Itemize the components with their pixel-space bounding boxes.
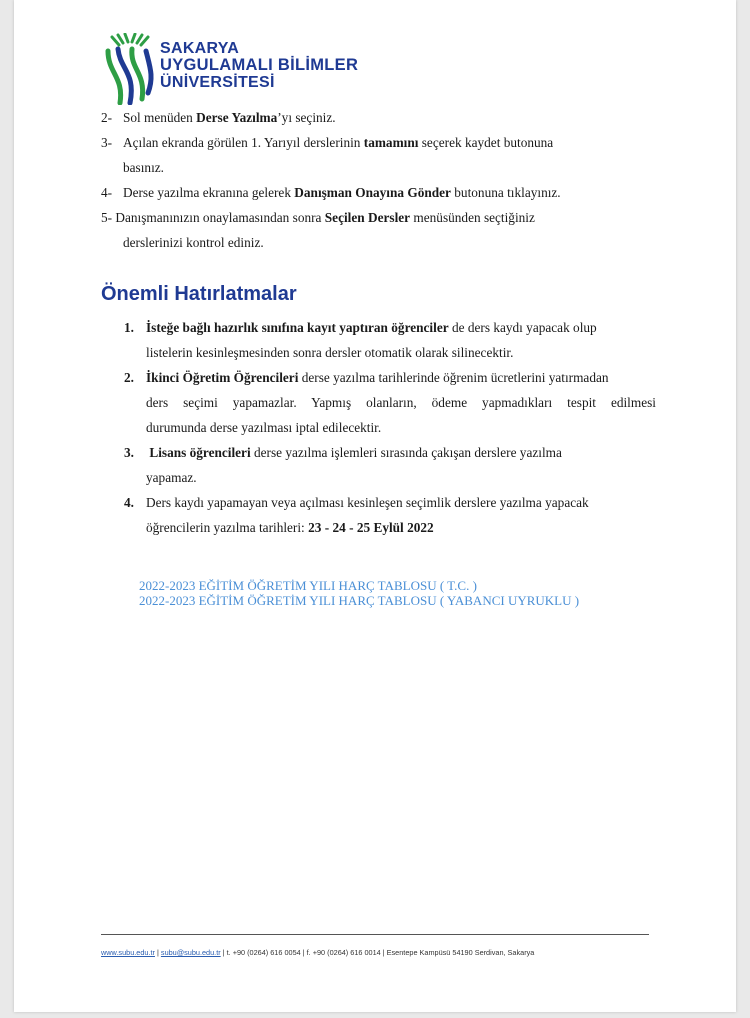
- reminder-text: ders seçimi yapamazlar. Yapmış olanların, ödeme yapmadıkları tespit edilmesi: [146, 395, 656, 410]
- step-text: Sol menüden: [123, 110, 197, 125]
- footer-separator: |: [156, 948, 159, 957]
- reminder-text: yapamaz.: [146, 470, 197, 485]
- footer-address: Esentepe Kampüsü 54190 Serdivan, Sakarya: [386, 948, 535, 957]
- step-text: Açılan ekranda görülen 1. Yarıyıl derslerinin: [123, 135, 364, 150]
- reminder-number: 4.: [124, 495, 134, 510]
- fee-table-link-tc[interactable]: 2022-2023 EĞİTİM ÖĞRETİM YILI HARÇ TABLOSU ( T.C. ): [139, 578, 477, 593]
- reminder-text: derse yazılma tarihlerinde öğrenim ücretlerini yatırmadan: [298, 370, 609, 385]
- step-emphasis: Derse Yazılma: [196, 110, 278, 125]
- footer-divider: [101, 934, 649, 935]
- section-heading: Önemli Hatırlatmalar: [101, 283, 297, 305]
- step-emphasis: Danışman Onayına Gönder: [294, 185, 451, 200]
- step-continuation: derslerinizi kontrol ediniz.: [123, 235, 264, 250]
- reminder-text: durumunda derse yazılması iptal edilecektir.: [146, 420, 382, 435]
- step-item: [101, 180, 661, 205]
- reminder-number: 1.: [124, 320, 134, 335]
- footer-phone: t. +90 (0264) 616 0054: [226, 948, 301, 957]
- fee-table-link-foreign[interactable]: 2022-2023 EĞİTİM ÖĞRETİM YILI HARÇ TABLOSU ( YABANCI UYRUKLU ): [139, 593, 580, 608]
- reminder-emphasis: İkinci Öğretim Öğrencileri: [146, 370, 299, 385]
- step-text: ’yı seçiniz.: [277, 110, 336, 125]
- reminder-item: [124, 440, 656, 490]
- reminder-text: öğrencilerin yazılma tarihleri:: [146, 520, 309, 535]
- reminder-text: listelerin kesinleşmesinden sonra dersler otomatik olarak silinecektir.: [146, 345, 514, 360]
- logo-line-2: UYGULAMALI BİLİMLER: [160, 56, 359, 74]
- footer-separator: |: [382, 948, 385, 957]
- step-text: Derse yazılma ekranına gelerek: [123, 185, 295, 200]
- university-logo: [102, 33, 372, 105]
- footer-email-link[interactable]: subu@subu.edu.tr: [160, 948, 221, 957]
- fee-table-links: [139, 578, 579, 608]
- footer-separator: |: [302, 948, 305, 957]
- step-number: 2-: [101, 110, 113, 125]
- step-text: menüsünden seçtiğiniz: [410, 210, 535, 225]
- step-item: [101, 205, 661, 255]
- university-emblem-icon: [102, 33, 158, 105]
- step-number: 5-: [101, 210, 113, 225]
- footer-fax: f. +90 (0264) 616 0014: [306, 948, 381, 957]
- step-number: 3-: [101, 135, 113, 150]
- step-text: seçerek kaydet butonuna: [418, 135, 554, 150]
- document-page: [14, 0, 736, 1012]
- logo-line-3: ÜNİVERSİTESİ: [160, 74, 275, 91]
- registration-dates: 23 - 24 - 25 Eylül 2022: [308, 520, 434, 535]
- step-emphasis: Seçilen Dersler: [324, 210, 411, 225]
- steps-list: [101, 105, 661, 255]
- step-item: [101, 130, 661, 180]
- footer-website-link[interactable]: www.subu.edu.tr: [101, 948, 155, 957]
- reminder-item: [124, 490, 656, 540]
- reminder-text: Ders kaydı yapamayan veya açılması kesinleşen seçimlik derslere yazılma yapacak: [146, 495, 589, 510]
- reminder-emphasis: Lisans öğrencileri: [149, 445, 251, 460]
- reminder-number: 3.: [124, 445, 134, 460]
- step-item: [101, 105, 661, 130]
- reminder-item: [124, 315, 656, 365]
- footer-separator: |: [222, 948, 225, 957]
- reminder-text: derse yazılma işlemleri sırasında çakışan derslere yazılma: [250, 445, 562, 460]
- step-text: butonuna tıklayınız.: [450, 185, 561, 200]
- step-emphasis: tamamını: [363, 135, 419, 150]
- reminder-emphasis: İsteğe bağlı hazırlık sınıfına kayıt yaptıran öğrenciler: [146, 320, 449, 335]
- step-continuation: basınız.: [123, 160, 164, 175]
- step-number: 4-: [101, 185, 113, 200]
- reminder-number: 2.: [124, 370, 134, 385]
- logo-line-1: SAKARYA: [160, 40, 240, 57]
- reminders-list: [124, 315, 656, 540]
- reminder-item: [124, 365, 656, 440]
- step-text: Danışmanınızın onaylamasından sonra: [115, 210, 325, 225]
- reminder-text: de ders kaydı yapacak olup: [448, 320, 597, 335]
- page-footer: [101, 948, 661, 957]
